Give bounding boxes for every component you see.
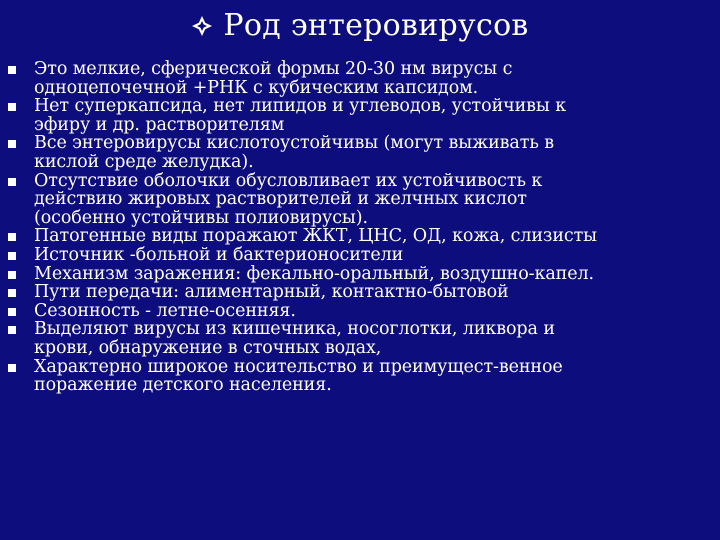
bullet-text: Патогенные виды поражают ЖКТ, ЦНС, ОД, кожа, слизисты [34, 226, 598, 247]
bullet-item [0, 227, 720, 246]
square-bullet-icon [8, 308, 16, 316]
bullet-item [0, 358, 720, 395]
bullet-text: Это мелкие, сферической формы 20-30 нм вирусы с одноцепочечной +РНК с кубическим капсидом. [34, 59, 513, 98]
square-bullet-icon [8, 103, 16, 111]
bullet-text: Механизм заражения: фекально-оральный, воздушно-капел. [34, 263, 594, 284]
diamond-bullet-icon [191, 15, 213, 37]
square-bullet-icon [8, 271, 16, 279]
bullet-item [0, 302, 720, 321]
square-bullet-icon [8, 326, 16, 334]
bullet-list [0, 60, 720, 395]
slide-title: Род энтеровирусов [223, 8, 529, 43]
bullet-item [0, 60, 720, 97]
bullet-text: Выделяют вирусы из кишечника, носоглотки, ликвора и крови, обнаружение в сточных водах, [34, 319, 555, 358]
bullet-item [0, 134, 720, 171]
square-bullet-icon [8, 140, 16, 148]
bullet-text: Сезонность - летне-осенняя. [34, 300, 296, 321]
square-bullet-icon [8, 66, 16, 74]
bullet-item [0, 265, 720, 284]
title-row [0, 4, 720, 48]
square-bullet-icon [8, 233, 16, 241]
square-bullet-icon [8, 289, 16, 297]
bullet-text: Все энтеровирусы кислотоустойчивы (могут выживать в кислой среде желудка). [34, 133, 554, 172]
bullet-item [0, 320, 720, 357]
bullet-item [0, 246, 720, 265]
bullet-text: Источник -больной и бактерионосители [34, 244, 404, 265]
bullet-text: Нет суперкапсида, нет липидов и углеводов, устойчивы к эфиру и др. растворителям [34, 96, 567, 135]
square-bullet-icon [8, 252, 16, 260]
square-bullet-icon [8, 364, 16, 372]
bullet-item [0, 172, 720, 228]
bullet-text: Отсутствие оболочки обусловливает их устойчивость к действию жировых растворителей и желчных кислот (особенно устойчивы полиовирусы). [34, 170, 543, 228]
bullet-item [0, 97, 720, 134]
bullet-item [0, 283, 720, 302]
bullet-text: Пути передачи: алиментарный, контактно-бытовой [34, 282, 509, 303]
square-bullet-icon [8, 178, 16, 186]
bullet-text: Характерно широкое носительство и преимущест-венное поражение детского населения. [34, 356, 563, 396]
